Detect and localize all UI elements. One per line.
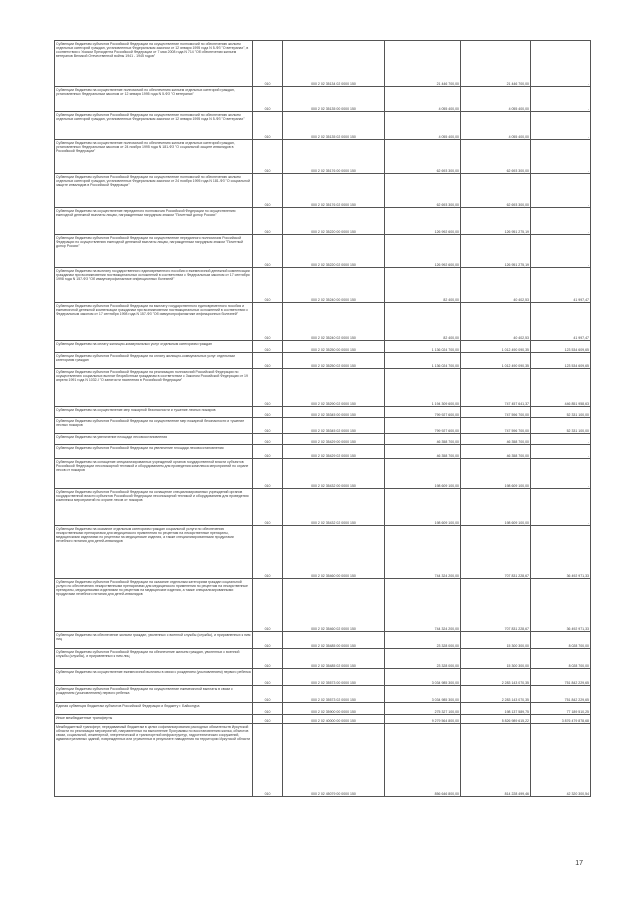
row-name: Субвенции бюджетам на осуществление полномочий по обеспечению жильем отдельных категорий граждан, установленных Федеральным законом от 24 ноября 1995 года N 181-ФЗ "О социальной защите инвалидов в Российской Федерации" bbox=[55, 140, 253, 174]
row-approved: 198 609 100,00 bbox=[385, 459, 461, 489]
page-number: 17 bbox=[575, 860, 583, 867]
table-row bbox=[55, 459, 591, 489]
row-approved: 82 400,00 bbox=[385, 268, 461, 303]
row-executed: 747 596 700,00 bbox=[461, 407, 531, 418]
row-budget-code: 000 2 02 35134 02 0000 150 bbox=[283, 41, 385, 87]
row-line-code: 010 bbox=[253, 445, 283, 459]
row-budget-code: 000 2 02 35460 02 0000 150 bbox=[283, 579, 385, 632]
row-name: Субвенции бюджетам на осуществление полномочий по обеспечению жильем отдельных категорий граждан, установленных Федеральным законом от 12 января 1995 года N 5-ФЗ "О ветеранах" bbox=[55, 87, 253, 112]
row-name: Субвенции бюджетам субъектов Российской Федерации на осуществление полномочий по обеспечению жильем отдельных категорий граждан, установленных Федеральным законом от 24 ноября 1995 года N 181-ФЗ "О социальной защите инвалидов в Российской Федерации" bbox=[55, 174, 253, 208]
row-name: Субвенции бюджетам субъектов Российской Федерации на увеличение площади лесовосстановления bbox=[55, 445, 253, 459]
row-budget-code: 000 2 02 35176 00 0000 150 bbox=[283, 140, 385, 174]
row-remainder: 52 331 100,00 bbox=[531, 407, 591, 418]
row-executed: 747 596 700,00 bbox=[461, 418, 531, 434]
row-remainder: 42 320 300,54 bbox=[531, 724, 591, 797]
row-line-code: 010 bbox=[253, 140, 283, 174]
row-approved: 21 446 700,00 bbox=[385, 41, 461, 87]
row-line-code: 010 bbox=[253, 715, 283, 724]
row-remainder: 41 997,47 bbox=[531, 303, 591, 341]
row-approved: 46 358 700,00 bbox=[385, 445, 461, 459]
row-approved: 126 992 600,00 bbox=[385, 235, 461, 268]
row-budget-code: 000 2 02 35240 02 0000 150 bbox=[283, 303, 385, 341]
table-row bbox=[55, 353, 591, 369]
row-approved: 62 693 300,00 bbox=[385, 174, 461, 208]
row-name: Субвенции бюджетам на выплату государственного единовременного пособия и ежемесячной денежной компенсации гражданам при возникновении поствакцинальных осложнений в соответствии с Федеральным законом от 17 сентября 1998 года N 157-ФЗ "Об иммунопрофилактике инфекционных болезней" bbox=[55, 268, 253, 303]
row-approved: 1 136 024 700,00 bbox=[385, 341, 461, 353]
table-row bbox=[55, 174, 591, 208]
row-executed: 62 693 300,00 bbox=[461, 140, 531, 174]
row-budget-code: 000 2 02 40000 00 0000 150 bbox=[283, 715, 385, 724]
table-row bbox=[55, 724, 591, 797]
row-approved: 1 194 309 600,00 bbox=[385, 369, 461, 407]
row-approved: 1 136 024 700,00 bbox=[385, 353, 461, 369]
row-line-code: 010 bbox=[253, 303, 283, 341]
row-approved: 799 927 600,00 bbox=[385, 418, 461, 434]
table-row bbox=[55, 686, 591, 703]
row-line-code: 010 bbox=[253, 41, 283, 87]
row-name: Единая субвенция бюджетам субъектов Российской Федерации и бюджету г. Байконура bbox=[55, 703, 253, 715]
table-row bbox=[55, 434, 591, 445]
row-remainder: - bbox=[531, 87, 591, 112]
row-line-code: 010 bbox=[253, 208, 283, 235]
table-row bbox=[55, 669, 591, 686]
row-remainder: - bbox=[531, 459, 591, 489]
row-executed: 46 358 700,00 bbox=[461, 445, 531, 459]
row-executed: 4 055 400,00 bbox=[461, 112, 531, 140]
row-executed: 707 831 228,67 bbox=[461, 579, 531, 632]
row-name: Субвенции бюджетам на увеличение площади лесовосстановления bbox=[55, 434, 253, 445]
row-budget-code: 000 2 02 35485 00 0000 150 bbox=[283, 632, 385, 649]
row-budget-code: 000 2 02 35220 02 0000 150 bbox=[283, 235, 385, 268]
row-budget-code: 000 2 02 35290 02 0000 150 bbox=[283, 369, 385, 407]
row-line-code: 010 bbox=[253, 87, 283, 112]
table-row bbox=[55, 649, 591, 669]
table-row bbox=[55, 208, 591, 235]
budget-execution-table bbox=[54, 40, 591, 797]
row-budget-code: 000 2 02 35176 02 0000 150 bbox=[283, 174, 385, 208]
row-line-code: 010 bbox=[253, 459, 283, 489]
row-remainder: 123 534 609,65 bbox=[531, 341, 591, 353]
row-remainder: - bbox=[531, 235, 591, 268]
row-executed: 126 951 275,19 bbox=[461, 208, 531, 235]
row-line-code: 010 bbox=[253, 632, 283, 649]
row-name: Субвенции бюджетам субъектов Российской Федерации на реализацию полномочий Российской Федерации по осуществлению социальных выплат безработным гражданам в соответствии с Законом Российской Федерации от 19 апреля 1991 года N 1032-I "О занятости населения в Российской Федерации" bbox=[55, 369, 253, 407]
row-remainder: - bbox=[531, 208, 591, 235]
table-row bbox=[55, 341, 591, 353]
row-line-code: 010 bbox=[253, 407, 283, 418]
table-row bbox=[55, 445, 591, 459]
row-executed: 40 402,53 bbox=[461, 303, 531, 341]
row-approved: 198 609 100,00 bbox=[385, 489, 461, 526]
row-approved: 3 034 985 300,00 bbox=[385, 669, 461, 686]
row-name: Межбюджетный трансферт, передаваемый бюджетам в целях софинансирования расходных обязательств Иркутской области по реализации мероприятий, направленных на выполнение Программы по восстановлению жилья, объектов связи, социальной, инженерной, энергетической и транспортной инфраструктур, гидротехнических сооружений, административных зданий, поврежденных или утраченных в результате наводнения на территории Иркутской области bbox=[55, 724, 253, 797]
row-executed: 198 609 100,00 bbox=[461, 489, 531, 526]
row-approved: 799 927 600,00 bbox=[385, 407, 461, 418]
table-row bbox=[55, 112, 591, 140]
row-remainder: - bbox=[531, 489, 591, 526]
row-line-code: 010 bbox=[253, 724, 283, 797]
row-executed: 2 283 143 070,35 bbox=[461, 669, 531, 686]
table-row bbox=[55, 303, 591, 341]
row-remainder: 77 189 510,25 bbox=[531, 703, 591, 715]
row-name: Субвенции бюджетам субъектов Российской Федерации на осуществление переданного полномочия Российской Федерации по осуществлению ежегодной денежной выплаты лицам, награжденным нагрудным знаком "Почетный донор России" bbox=[55, 235, 253, 268]
row-executed: 62 693 300,00 bbox=[461, 174, 531, 208]
row-executed: 707 831 228,67 bbox=[461, 526, 531, 579]
row-name: Субвенции бюджетам на оплату жилищно-коммунальных услуг отдельным категориям граждан bbox=[55, 341, 253, 353]
row-budget-code: 000 2 02 35573 00 0000 150 bbox=[283, 669, 385, 686]
table-row bbox=[55, 41, 591, 87]
table-row bbox=[55, 140, 591, 174]
table-row bbox=[55, 715, 591, 724]
row-approved: 23 328 000,00 bbox=[385, 632, 461, 649]
row-remainder: 41 997,47 bbox=[531, 268, 591, 303]
row-approved: 744 324 200,00 bbox=[385, 579, 461, 632]
row-budget-code: 000 2 02 35250 00 0000 150 bbox=[283, 341, 385, 353]
row-line-code: 010 bbox=[253, 268, 283, 303]
row-name: Субвенции бюджетам субъектов Российской Федерации на осуществление полномочий по обеспечению жильем отдельных категорий граждан, установленных Федеральным законом от 12 января 1995 года N 5-ФЗ "О ветеранах", в соответствии с Указом Президента Российской Федерации от 7 мая 2008 года N 714 "Об обеспечении жильем ветеранов Великой Отечественной войны 1941 - 1945 годов" bbox=[55, 41, 253, 87]
row-budget-code: 000 2 02 35240 00 0000 150 bbox=[283, 268, 385, 303]
row-remainder: - bbox=[531, 112, 591, 140]
row-approved: 856 646 800,00 bbox=[385, 724, 461, 797]
row-line-code: 010 bbox=[253, 649, 283, 669]
row-executed: 1 012 490 090,35 bbox=[461, 353, 531, 369]
row-executed: 198 137 589,75 bbox=[461, 703, 531, 715]
row-budget-code: 000 2 02 35573 02 0000 150 bbox=[283, 686, 385, 703]
table-row bbox=[55, 407, 591, 418]
row-remainder: 123 534 609,65 bbox=[531, 353, 591, 369]
table-row bbox=[55, 418, 591, 434]
row-executed: 1 012 490 090,35 bbox=[461, 341, 531, 353]
row-approved: 3 034 985 300,00 bbox=[385, 686, 461, 703]
row-remainder: 36 492 971,33 bbox=[531, 579, 591, 632]
row-budget-code: 000 2 02 45079 00 0000 150 bbox=[283, 724, 385, 797]
table-row bbox=[55, 579, 591, 632]
row-line-code: 010 bbox=[253, 235, 283, 268]
row-name: Субвенции бюджетам на осуществление мер пожарной безопасности и тушение лесных пожаров bbox=[55, 407, 253, 418]
row-budget-code: 000 2 02 35485 02 0000 150 bbox=[283, 649, 385, 669]
row-approved: 46 358 700,00 bbox=[385, 434, 461, 445]
row-remainder: - bbox=[531, 140, 591, 174]
row-approved: 82 400,00 bbox=[385, 303, 461, 341]
row-name: Субвенции бюджетам на обеспечение жильем граждан, уволенных с военной службы (службы), и приравненных к ним лиц bbox=[55, 632, 253, 649]
table-row bbox=[55, 369, 591, 407]
row-budget-code: 000 2 02 35135 02 0000 150 bbox=[283, 112, 385, 140]
row-name: Субвенции бюджетам на оказание отдельным категориям граждан социальной услуги по обеспечению лекарственными препаратами для медицинского применения по рецептам на лекарственные препараты, медицинскими изделиями по рецептам на медицинские изделия, а также специализированными продуктами лечебного питания для детей-инвалидов bbox=[55, 526, 253, 579]
row-remainder: - bbox=[531, 445, 591, 459]
row-executed: 40 402,53 bbox=[461, 268, 531, 303]
row-remainder: 8 028 700,00 bbox=[531, 632, 591, 649]
table-row bbox=[55, 526, 591, 579]
row-remainder: 8 028 700,00 bbox=[531, 649, 591, 669]
row-approved: 744 324 200,00 bbox=[385, 526, 461, 579]
row-remainder: 36 492 971,33 bbox=[531, 526, 591, 579]
row-budget-code: 000 2 02 35220 00 0000 150 bbox=[283, 208, 385, 235]
table-row bbox=[55, 632, 591, 649]
row-executed: 2 283 143 070,35 bbox=[461, 686, 531, 703]
row-line-code: 010 bbox=[253, 669, 283, 686]
row-executed: 15 300 300,00 bbox=[461, 632, 531, 649]
row-approved: 126 992 600,00 bbox=[385, 208, 461, 235]
table-row bbox=[55, 703, 591, 715]
row-remainder: 751 842 229,65 bbox=[531, 686, 591, 703]
row-remainder: 52 331 100,00 bbox=[531, 418, 591, 434]
row-remainder: 3 876 479 878,68 bbox=[531, 715, 591, 724]
row-approved: 275 327 100,00 bbox=[385, 703, 461, 715]
row-name: Субвенции бюджетам на оснащение специализированных учреждений органов государственной власти субъектов Российской Федерации лесопожарной техникой и оборудованием для проведения комплекса мероприятий по охране лесов от пожаров bbox=[55, 459, 253, 489]
row-executed: 198 609 100,00 bbox=[461, 459, 531, 489]
row-line-code: 010 bbox=[253, 579, 283, 632]
row-line-code: 010 bbox=[253, 418, 283, 434]
row-budget-code: 000 2 02 35460 00 0000 150 bbox=[283, 526, 385, 579]
row-line-code: 010 bbox=[253, 174, 283, 208]
row-executed: 21 446 700,00 bbox=[461, 41, 531, 87]
row-executed: 126 951 275,19 bbox=[461, 235, 531, 268]
row-line-code: 010 bbox=[253, 341, 283, 353]
row-budget-code: 000 2 02 35345 00 0000 150 bbox=[283, 407, 385, 418]
row-executed: 814 228 499,46 bbox=[461, 724, 531, 797]
row-line-code: 010 bbox=[253, 434, 283, 445]
row-name: Субвенции бюджетам субъектов Российской Федерации на осуществление ежемесячной выплаты в связи с рождением (усыновлением) первого ребенка bbox=[55, 686, 253, 703]
row-name: Субвенции бюджетам субъектов Российской Федерации на оснащение специализированных учреждений органов государственной власти субъектов Российской Федерации лесопожарной техникой и оборудованием для проведения комплекса мероприятий по охране лесов от пожаров bbox=[55, 489, 253, 526]
row-remainder: - bbox=[531, 434, 591, 445]
row-line-code: 010 bbox=[253, 353, 283, 369]
table-row bbox=[55, 489, 591, 526]
row-budget-code: 000 2 02 35900 00 0000 150 bbox=[283, 703, 385, 715]
row-line-code: 010 bbox=[253, 112, 283, 140]
row-budget-code: 000 2 02 35429 00 0000 150 bbox=[283, 434, 385, 445]
row-name: Субвенции бюджетам субъектов Российской Федерации на оплату жилищно-коммунальных услуг отдельным категориям граждан bbox=[55, 353, 253, 369]
row-executed: 4 055 400,00 bbox=[461, 87, 531, 112]
row-budget-code: 000 2 02 35432 00 0000 150 bbox=[283, 459, 385, 489]
row-name: Субвенции бюджетам на осуществление переданного полномочия Российской Федерации по осуществлению ежегодной денежной выплаты лицам, награжденным нагрудным знаком "Почетный донор России" bbox=[55, 208, 253, 235]
row-executed: 747 457 641,37 bbox=[461, 369, 531, 407]
row-name: Субвенции бюджетам субъектов Российской Федерации на осуществление мер пожарной безопасности и тушение лесных пожаров bbox=[55, 418, 253, 434]
row-remainder: - bbox=[531, 41, 591, 87]
row-approved: 62 693 300,00 bbox=[385, 140, 461, 174]
row-name: Субвенции бюджетам субъектов Российской Федерации на оказание отдельным категориям граждан социальной услуги по обеспечению лекарственными препаратами для медицинского применения по рецептам на лекарственные препараты, медицинскими изделиями по рецептам на медицинские изделия, а также специализированными продуктами лечебного питания для детей-инвалидов bbox=[55, 579, 253, 632]
row-line-code: 010 bbox=[253, 369, 283, 407]
row-line-code: 010 bbox=[253, 526, 283, 579]
row-executed: 46 358 700,00 bbox=[461, 434, 531, 445]
row-approved: 4 055 400,00 bbox=[385, 112, 461, 140]
row-remainder: 446 851 958,63 bbox=[531, 369, 591, 407]
row-name: Субвенции бюджетам субъектов Российской Федерации на обеспечение жильем граждан, уволенных с военной службы (службы), и приравненных к ним лиц bbox=[55, 649, 253, 669]
row-budget-code: 000 2 02 35432 02 0000 150 bbox=[283, 489, 385, 526]
row-executed: 15 300 300,00 bbox=[461, 649, 531, 669]
table-row bbox=[55, 87, 591, 112]
row-budget-code: 000 2 02 35135 00 0000 150 bbox=[283, 87, 385, 112]
row-budget-code: 000 2 02 35250 02 0000 150 bbox=[283, 353, 385, 369]
row-name: Иные межбюджетные трансферты bbox=[55, 715, 253, 724]
row-name: Субвенции бюджетам субъектов Российской Федерации на выплату государственного единовременного пособия и ежемесячной денежной компенсации гражданам при возникновении поствакцинальных осложнений в соответствии с Федеральным законом от 17 сентября 1998 года N 157-ФЗ "Об иммунопрофилактике инфекционных болезней" bbox=[55, 303, 253, 341]
row-line-code: 010 bbox=[253, 703, 283, 715]
row-name: Субвенции бюджетам на осуществление ежемесячной выплаты в связи с рождением (усыновлением) первого ребенка bbox=[55, 669, 253, 686]
row-approved: 23 328 000,00 bbox=[385, 649, 461, 669]
row-line-code: 010 bbox=[253, 489, 283, 526]
row-line-code: 010 bbox=[253, 686, 283, 703]
row-executed: 5 826 989 615,22 bbox=[461, 715, 531, 724]
table-row bbox=[55, 268, 591, 303]
row-budget-code: 000 2 02 35345 02 0000 150 bbox=[283, 418, 385, 434]
table-row bbox=[55, 235, 591, 268]
row-name: Субвенции бюджетам субъектов Российской Федерации на осуществление полномочий по обеспечению жильем отдельных категорий граждан, установленных Федеральным законом от 12 января 1995 года N 5-ФЗ "О ветеранах" bbox=[55, 112, 253, 140]
row-remainder: 751 842 229,65 bbox=[531, 669, 591, 686]
row-budget-code: 000 2 02 35429 02 0000 150 bbox=[283, 445, 385, 459]
row-remainder: - bbox=[531, 174, 591, 208]
row-approved: 9 279 564 800,00 bbox=[385, 715, 461, 724]
table-body bbox=[55, 41, 591, 797]
row-approved: 4 055 400,00 bbox=[385, 87, 461, 112]
